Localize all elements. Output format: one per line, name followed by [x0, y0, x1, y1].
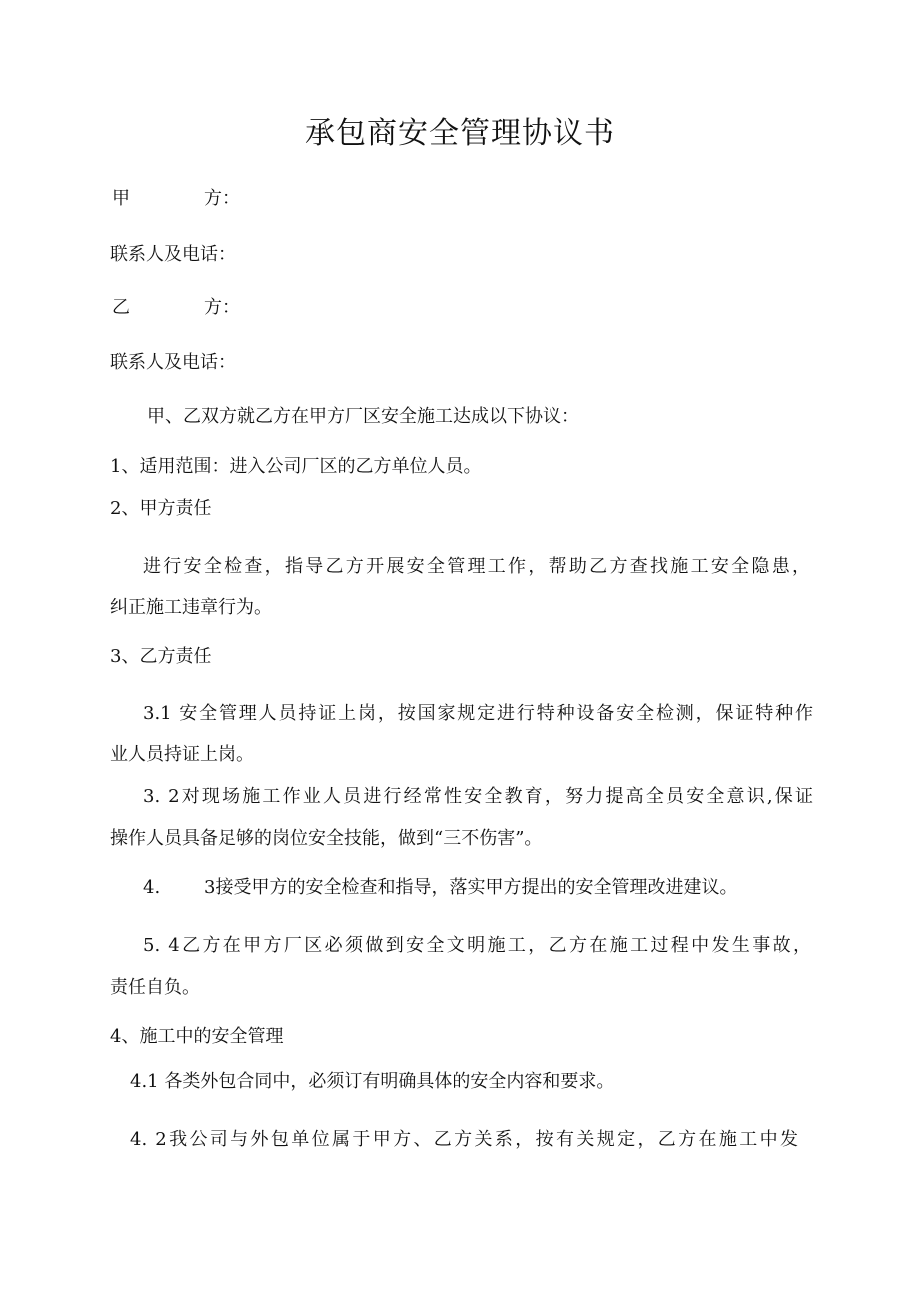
clause-4-2-line-1: 4. 2我公司与外包单位属于甲方、乙方关系，按有关规定，乙方在施工中发 — [130, 1129, 798, 1150]
section-1-scope: 1、适用范围：进入公司厂区的乙方单位人员。 — [110, 456, 482, 477]
party-a-label: 甲 — [112, 188, 130, 209]
party-a-field — [112, 188, 240, 210]
section-3-heading: 3、乙方责任 — [110, 646, 212, 667]
section-2-paragraph-line-2: 纠正施工违章行为。 — [110, 597, 272, 618]
section-4-heading: 4、施工中的安全管理 — [110, 1026, 284, 1047]
clause-3-3-text: 3接受甲方的安全检查和指导，落实甲方提出的安全管理改进建议。 — [204, 877, 738, 898]
party-a-label-suffix: 方： — [204, 188, 240, 209]
clause-3-4-line-1: 5. 4乙方在甲方厂区必须做到安全文明施工，乙方在施工过程中发生事故， — [143, 935, 811, 956]
intro-paragraph: 甲、乙双方就乙方在甲方厂区安全施工达成以下协议： — [147, 406, 579, 427]
clause-3-3-number: 4. — [143, 877, 161, 898]
party-b-contact: 联系人及电话： — [110, 352, 236, 373]
party-b-field — [112, 297, 240, 319]
clause-3-2-line-2: 操作人员具备足够的岗位安全技能，做到“三不伤害”。 — [110, 828, 543, 849]
clause-3-4-line-2: 责任自负。 — [110, 977, 200, 998]
document-title: 承包商安全管理协议书 — [305, 116, 615, 151]
clause-3-2-line-1: 3. 2对现场施工作业人员进行经常性安全教育，努力提高全员安全意识,保证 — [143, 786, 813, 807]
section-2-heading: 2、甲方责任 — [110, 498, 212, 519]
party-a-contact: 联系人及电话： — [110, 244, 236, 265]
section-2-paragraph-line-1: 进行安全检查，指导乙方开展安全管理工作，帮助乙方查找施工安全隐患， — [143, 556, 810, 577]
party-b-label-suffix: 方： — [204, 297, 240, 318]
clause-3-1-line-2: 业人员持证上岗。 — [110, 744, 254, 765]
clause-3-1-line-1: 3.1 安全管理人员持证上岗，按国家规定进行特种设备安全检测，保证特种作 — [143, 703, 813, 724]
clause-4-1: 4.1 各类外包合同中，必须订有明确具体的安全内容和要求。 — [130, 1071, 615, 1092]
party-b-label: 乙 — [112, 297, 130, 318]
